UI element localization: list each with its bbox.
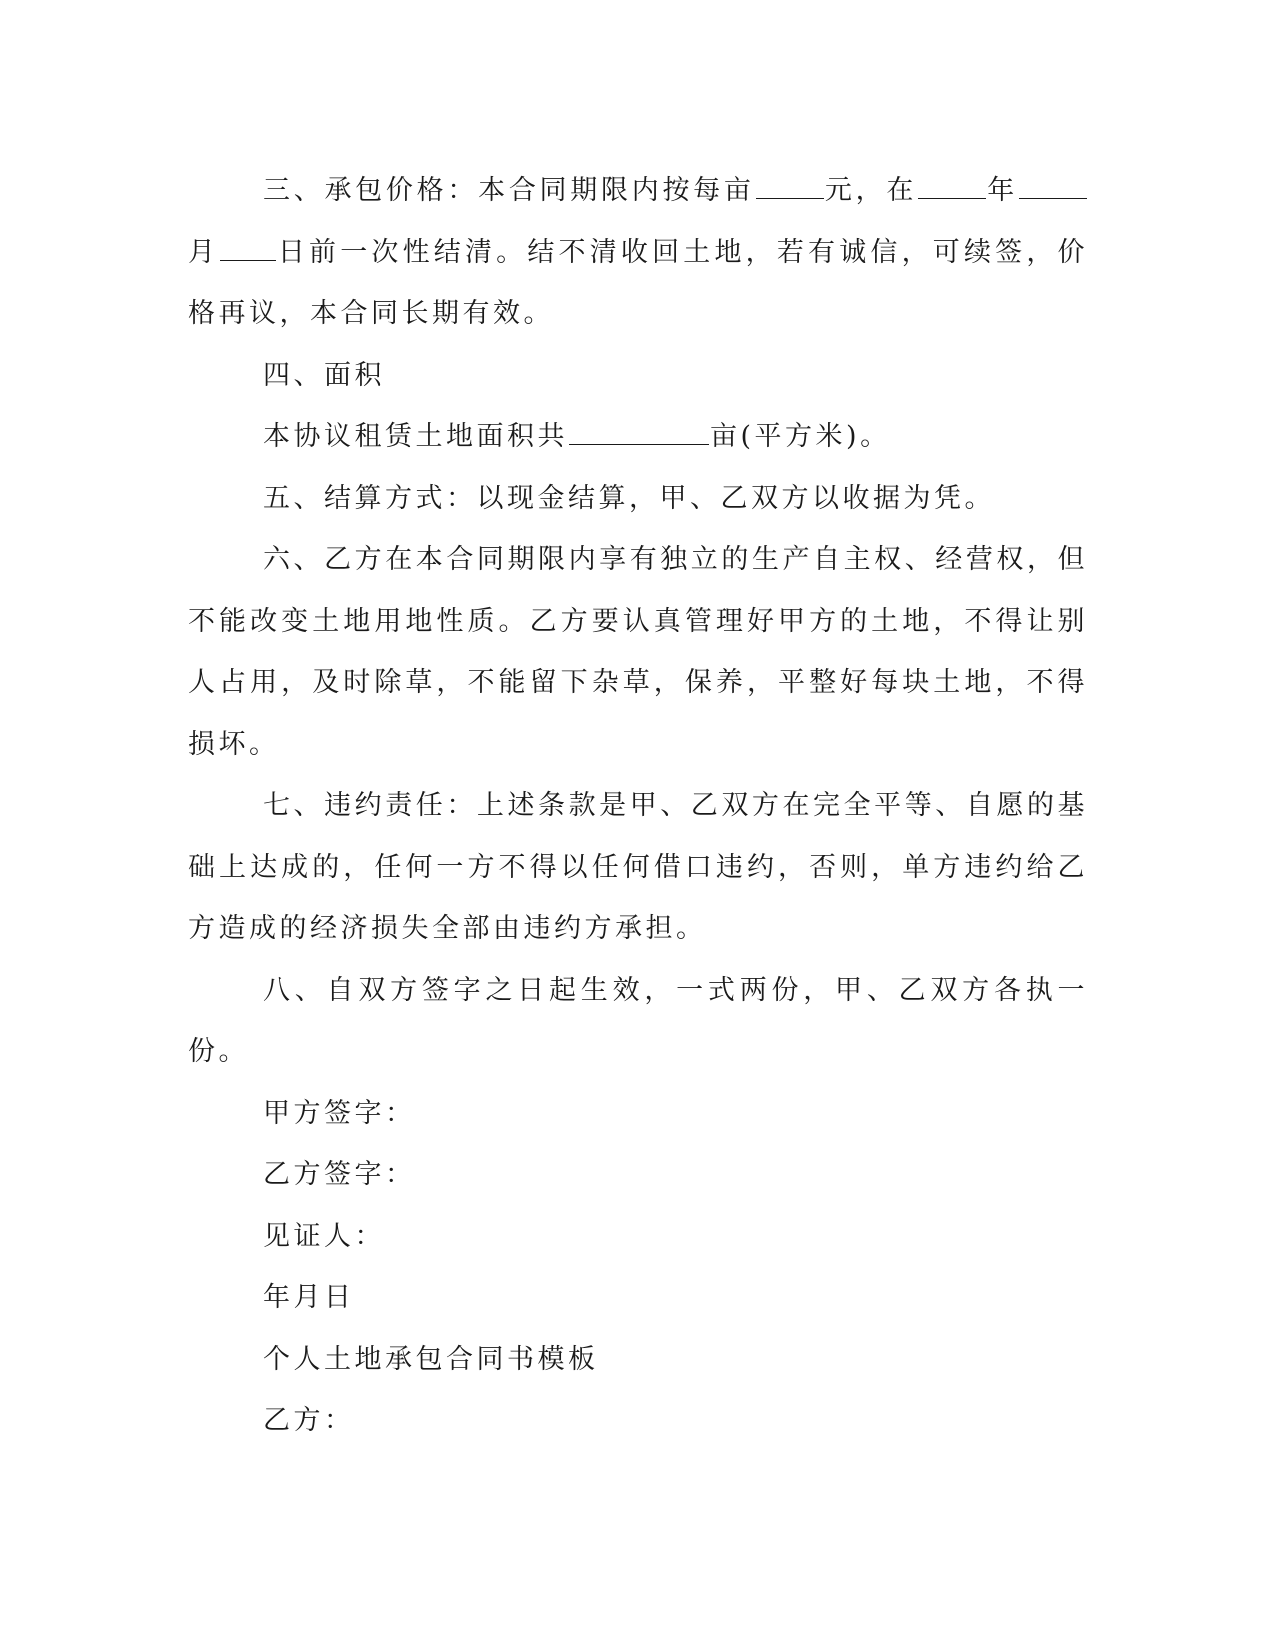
document-body: [188, 160, 1088, 1452]
party-b-line: 乙方：: [263, 1405, 355, 1436]
clause-4-title: 四、面积: [263, 359, 385, 391]
clause-6-rights: 六、乙方在本合同期限内享有独立的生产自主权、经营权，但不能改变土地用地性质。乙方要认真管理好甲方的土地，不得让别人占用，及时除草，不能留下杂草，保养，平整好每块土地，不得损坏。: [188, 544, 1088, 760]
clause-4-suffix: 亩(平方米)。: [710, 421, 891, 452]
clause-5-settlement: 五、结算方式：以现金结算，甲、乙双方以收据为凭。: [263, 482, 995, 514]
price-blank: [756, 176, 824, 199]
clause-3-yuan: 元，在: [824, 175, 918, 206]
clause-3-nian: 年: [987, 175, 1019, 206]
clause-3-price: [188, 160, 1088, 345]
clause-7-liability: 七、违约责任：上述条款是甲、乙双方在完全平等、自愿的基础上达成的，任何一方不得以任何借口违约，否则，单方违约给乙方造成的经济损失全部由违约方承担。: [188, 790, 1088, 944]
party-a-signature: 甲方签字：: [263, 1097, 416, 1129]
witness-line: 见证人：: [263, 1220, 385, 1252]
party-b-signature: 乙方签字：: [263, 1159, 416, 1190]
year-blank: [918, 176, 986, 199]
clause-4-area: [188, 406, 1088, 468]
month-blank: [1019, 176, 1087, 199]
area-blank: [569, 422, 709, 445]
day-blank: [220, 238, 276, 261]
clause-3-prefix: 三、承包价格：本合同期限内按每亩: [263, 175, 755, 206]
clause-3-yue: 月: [188, 236, 220, 268]
clause-8-effect: 八、自双方签字之日起生效，一式两份，甲、乙双方各执一份。: [188, 974, 1088, 1067]
date-line: 年月日: [263, 1282, 355, 1313]
clause-3-rest: 日前一次性结清。结不清收回土地，若有诚信，可续签，价格再议，本合同长期有效。: [188, 236, 1089, 329]
clause-4-prefix: 本协议租赁土地面积共: [263, 421, 568, 452]
next-document-title: 个人土地承包合同书模板: [263, 1343, 599, 1375]
